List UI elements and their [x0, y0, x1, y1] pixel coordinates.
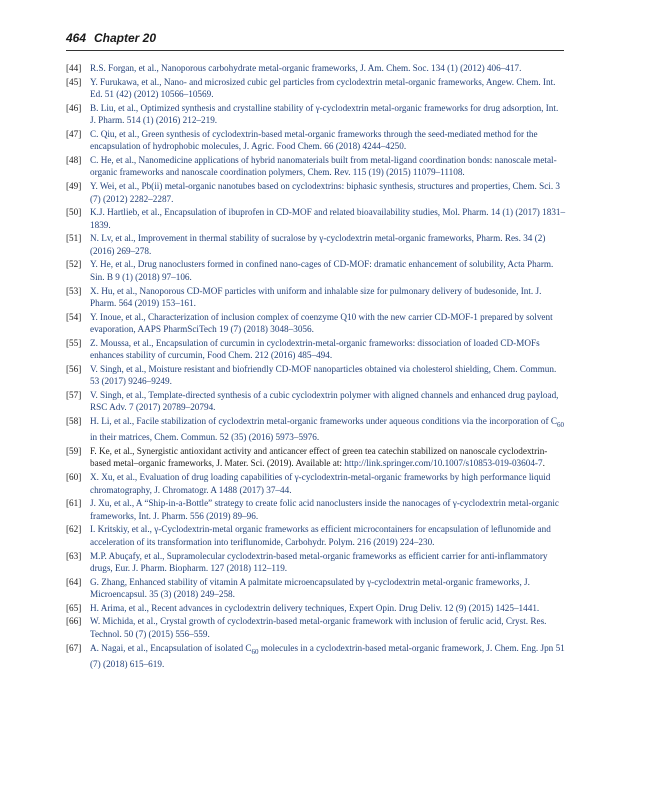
chapter-title: Chapter 20: [94, 31, 157, 45]
reference-number: [56]: [66, 363, 82, 374]
reference-item: [66, 154, 566, 179]
reference-text: J. Xu, et al., A “Ship-in-a-Bottle” strategy to create folic acid nanoclusters inside the nanocages of γ-cyclodextrin metal-organic frameworks, Int. J. Pharm. 556 (2019) 89–96.: [90, 498, 559, 521]
reference-item: [66, 445, 566, 470]
reference-item: [66, 523, 566, 548]
reference-number: [61]: [66, 498, 82, 509]
reference-number: [49]: [66, 181, 82, 192]
reference-text: H. Arima, et al., Recent advances in cyclodextrin delivery techniques, Expert Opin. Drug Deliv. 12 (9) (2015) 1425–1441.: [90, 602, 540, 613]
reference-number: [64]: [66, 576, 82, 587]
reference-number: [47]: [66, 128, 82, 139]
reference-text: B. Liu, et al., Optimized synthesis and crystalline stability of γ-cyclodextrin metal-organic frameworks for drug adsorption, Int. J. Pharm. 514 (1) (2016) 212–219.: [90, 102, 559, 126]
reference-text: C. Qiu, et al., Green synthesis of cyclodextrin-based metal-organic frameworks through the seed-mediated method for the encapsulation of hydrophobic molecules, J. Agric. Food Chem. 66 (2018) 4244–4250.: [90, 128, 538, 152]
reference-number: [44]: [66, 63, 82, 73]
reference-item: [66, 285, 566, 310]
reference-item: [66, 311, 566, 336]
reference-text: Y. Wei, et al., Pb(ii) metal-organic nanotubes based on cyclodextrins: biphasic synthesis, structures and properties, Chem. Sci. 3 (7) (2012) 2282–2287.: [90, 181, 561, 204]
reference-number: [53]: [66, 285, 82, 296]
reference-item: [66, 471, 566, 496]
reference-number: [60]: [66, 472, 82, 483]
reference-item: [66, 206, 566, 231]
reference-item: [66, 76, 566, 101]
reference-number: [51]: [66, 233, 82, 244]
reference-item: [66, 232, 566, 257]
reference-number: [66]: [66, 616, 82, 627]
reference-text: Y. He, et al., Drug nanoclusters formed in confined nano-cages of CD-MOF: dramatic enhancement of solubility, Acta Pharm. Sin. B 9 (1) (2018) 97–106.: [90, 259, 554, 282]
reference-number: [63]: [66, 550, 82, 561]
reference-number: [54]: [66, 311, 82, 322]
reference-item: [66, 337, 566, 362]
reference-item: [66, 576, 566, 601]
reference-number: [59]: [66, 446, 82, 457]
reference-text: X. Hu, et al., Nanoporous CD-MOF particles with uniform and inhalable size for pulmonary delivery of budesonide, Int. J. Pharm. 564 (2019) 153–161.: [90, 285, 542, 308]
reference-number: [62]: [66, 524, 82, 535]
reference-text: Y. Furukawa, et al., Nano- and microsized cubic gel particles from cyclodextrin metal-organic frameworks, Angew. Chem. Int. Ed. 51 (42) (2012) 10566–10569.: [90, 76, 556, 100]
reference-text: R.S. Forgan, et al., Nanoporous carbohydrate metal-organic frameworks, J. Am. Chem. Soc. 134 (1) (2012) 406–417.: [90, 63, 522, 73]
reference-number: [67]: [66, 642, 82, 653]
reference-item: [66, 415, 566, 444]
reference-item: [66, 550, 566, 575]
reference-list: [66, 62, 566, 671]
reference-text: Y. Inoue, et al., Characterization of inclusion complex of coenzyme Q10 with the new carrier CD-MOF-1 prepared by solvent evaporation, AAPS PharmSciTech 19 (7) (2018) 3048–3056.: [90, 311, 553, 335]
reference-number: [48]: [66, 155, 82, 166]
reference-text: M.P. Abuçafy, et al., Supramolecular cyclodextrin-based metal-organic frameworks as efficient carrier for anti-inflammatory drugs, Eur. J. Pharm. Biopharm. 127 (2018) 112–119.: [90, 550, 548, 573]
reference-number: [52]: [66, 259, 82, 270]
reference-text: W. Michida, et al., Crystal growth of cyclodextrin-based metal-organic framework with inclusion of ferulic acid, Cryst. Res. Technol. 50 (7) (2015) 556–559.: [90, 616, 547, 639]
reference-number: [55]: [66, 337, 82, 348]
reference-text: A. Nagai, et al., Encapsulation of isolated $C_{60}$ molecules in a cyclodextrin-based metal-organic framework, J. Chem. Eng. Jpn 51 (7) (2018) 615–619.: [90, 642, 565, 669]
reference-number: [57]: [66, 390, 82, 401]
reference-number: [50]: [66, 207, 82, 218]
reference-item: [66, 180, 566, 205]
reference-number: [65]: [66, 602, 82, 613]
reference-text: V. Singh, et al., Moisture resistant and biofriendly CD-MOF nanoparticles obtained via cholesterol shielding, Chem. Commun. 53 (2017) 9246–9249.: [90, 363, 557, 387]
reference-item: [66, 602, 566, 614]
reference-link[interactable]: http://link.springer.com/10.1007/s10853-019-03604-7: [344, 458, 543, 469]
reference-item: [66, 497, 566, 522]
running-header: [66, 28, 564, 51]
reference-text: N. Lv, et al., Improvement in thermal stability of sucralose by γ-cyclodextrin metal-organic frameworks, Pharm. Res. 34 (2) (2016) 269–278.: [90, 233, 546, 256]
reference-number: [58]: [66, 416, 82, 427]
reference-item: [66, 389, 566, 414]
reference-item: [66, 258, 566, 283]
page-number: 464: [66, 31, 87, 45]
reference-item: [66, 363, 566, 388]
reference-number: [45]: [66, 76, 82, 87]
reference-item: [66, 102, 566, 127]
reference-item: [66, 128, 566, 153]
reference-text: X. Xu, et al., Evaluation of drug loading capabilities of γ-cyclodextrin-metal-organic frameworks by high performance liquid chromatography, J. Chromatogr. A 1488 (2017) 37–44.: [90, 472, 551, 495]
reference-item: [66, 62, 566, 74]
reference-text: Z. Moussa, et al., Encapsulation of curcumin in cyclodextrin-metal-organic frameworks: dissociation of loaded CD-MOFs enhances stability of curcumin, Food Chem. 212 (2016) 485–494.: [90, 337, 540, 361]
reference-text: V. Singh, et al., Template-directed synthesis of a cubic cyclodextrin polymer with aligned channels and enhanced drug payload, RSC Adv. 7 (2017) 20789–20794.: [90, 390, 559, 413]
reference-text: K.J. Hartlieb, et al., Encapsulation of ibuprofen in CD-MOF and related bioavailability studies, Mol. Pharm. 14 (1) (2017) 1831–1839.: [90, 207, 566, 230]
reference-text: I. Kritskiy, et al., γ-Cyclodextrin-metal organic frameworks as efficient microcontainers for encapsulation of leflunomide and acceleration of its transformation into teriflunomide, Carbohydr. Polym. 216 (2019) 224–230.: [90, 524, 551, 547]
reference-text: C. He, et al., Nanomedicine applications of hybrid nanomaterials built from metal-ligand coordination bonds: nanoscale metal-organic frameworks and nanoscale coordination polymers, Chem. Rev. 115 (19) (2015) 11079–11108.: [90, 155, 557, 178]
reference-number: [46]: [66, 102, 82, 113]
reference-item: [66, 642, 566, 671]
reference-text: H. Li, et al., Facile stabilization of cyclodextrin metal-organic frameworks under aqueous conditions via the incorporation of $C_{60}$ in their matrices, Chem. Commun. 52 (35) (2016) 5973–5976.: [90, 416, 564, 443]
reference-text: G. Zhang, Enhanced stability of vitamin A palmitate microencapsulated by γ-cyclodextrin metal-organic frameworks, J. Microencapsul. 35 (3) (2018) 249–258.: [90, 576, 530, 600]
reference-text: F. Ke, et al., Synergistic antioxidant activity and anticancer effect of green tea catechin stabilized on nanoscale cyclodextrin-based metal–organic frameworks, J. Mater. Sci. (2019). Available at: http://link.springer.com/10.1007/s10853-019-03604-7.: [90, 446, 548, 469]
reference-item: [66, 615, 566, 640]
